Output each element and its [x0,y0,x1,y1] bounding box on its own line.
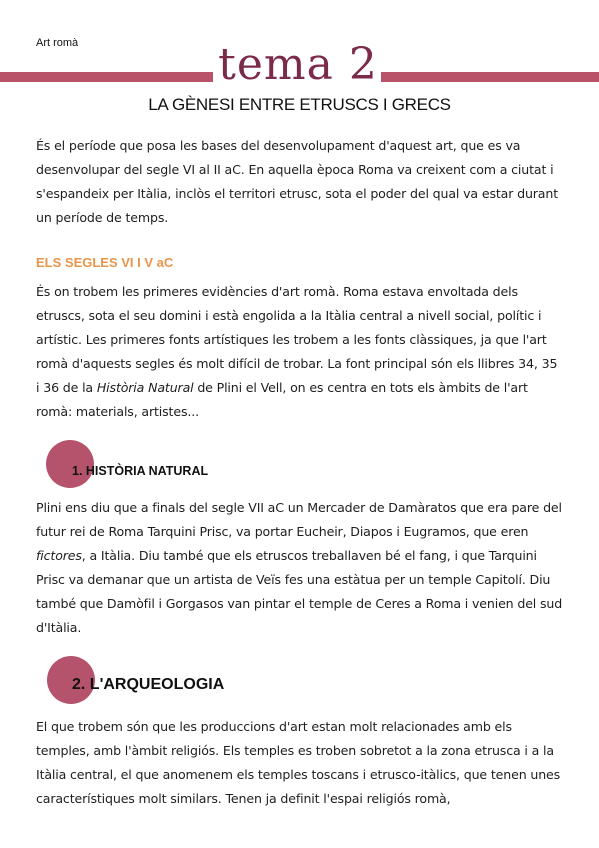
segles-text-end: de Plini el Vell, on es centra en tots els àmbits de l'art romà: materials, artistes... [36,380,528,419]
segles-text-italic: Història Natural [96,380,194,395]
historia-text-italic: fictores [36,548,82,563]
arqueologia-paragraph: El que trobem són que les produccions d'art estan molt relacionades amb els temples, amb l'àmbit religiós. Els temples es troben sobretot a la zona etrusca i a la Itàlia central, el que anomenem els temples toscans i etrusco-itàlics, que tenen unes característiques molt similars. Tenen ja definit l'espai religiós romà, [36,719,561,806]
segles-text-start: És on trobem les primeres evidències d'art romà. Roma estava envoltada dels etruscs, sota el seu domini i està engolida a la Itàlia central a nivell social, polític i artístic. Les primeres fonts artístiques les trobem a les fonts clàssiques, ja que l'art romà d'aquests segles és molt difícil de trobar. La font principal són els llibres 34, 35 i 36 de la [36,284,558,395]
segles-paragraph [36,280,564,424]
intro-paragraph: És el període que posa les bases del desenvolupament d'aquest art, que es va desenvolupar del segle VI al II aC. En aquella època Roma va creixent com a ciutat i s'espandeix per Itàlia, inclòs el territori etrusc, sota el poder del qual va estar durant un període de temps. [36,138,558,225]
page-title: tema 2 [218,39,378,90]
historia-paragraph [36,496,564,640]
historia-text-end: , a Itàlia. Diu també que els etruscos treballaven bé el fang, i que Tarquini Prisc va demanar que un artista de Veïs fes una estàtua per un temple Capitolí. Diu també que Damòfil i Gorgasos van pintar el temple de Ceres a Roma i venien del sud d'Itàlia. [36,548,563,635]
page-subtitle: LA GÈNESI ENTRE ETRUSCS I GRECS [148,95,451,114]
course-label: Art romà [36,37,79,49]
historia-text-start: Plini ens diu que a finals del segle VII aC un Mercader de Damàratos que era pare del futur rei de Roma Tarquini Prisc, va portar Eucheir, Diapos i Eugramos, que eren [36,500,562,539]
section-heading-segles: ELS SEGLES VI I V aC [36,255,174,270]
title-rule-left [0,72,213,82]
section-heading-historia: 1. HISTÒRIA NATURAL [72,464,209,478]
section-heading-arqueologia: 2. L'ARQUEOLOGIA [72,676,225,693]
title-rule-right [381,72,599,82]
